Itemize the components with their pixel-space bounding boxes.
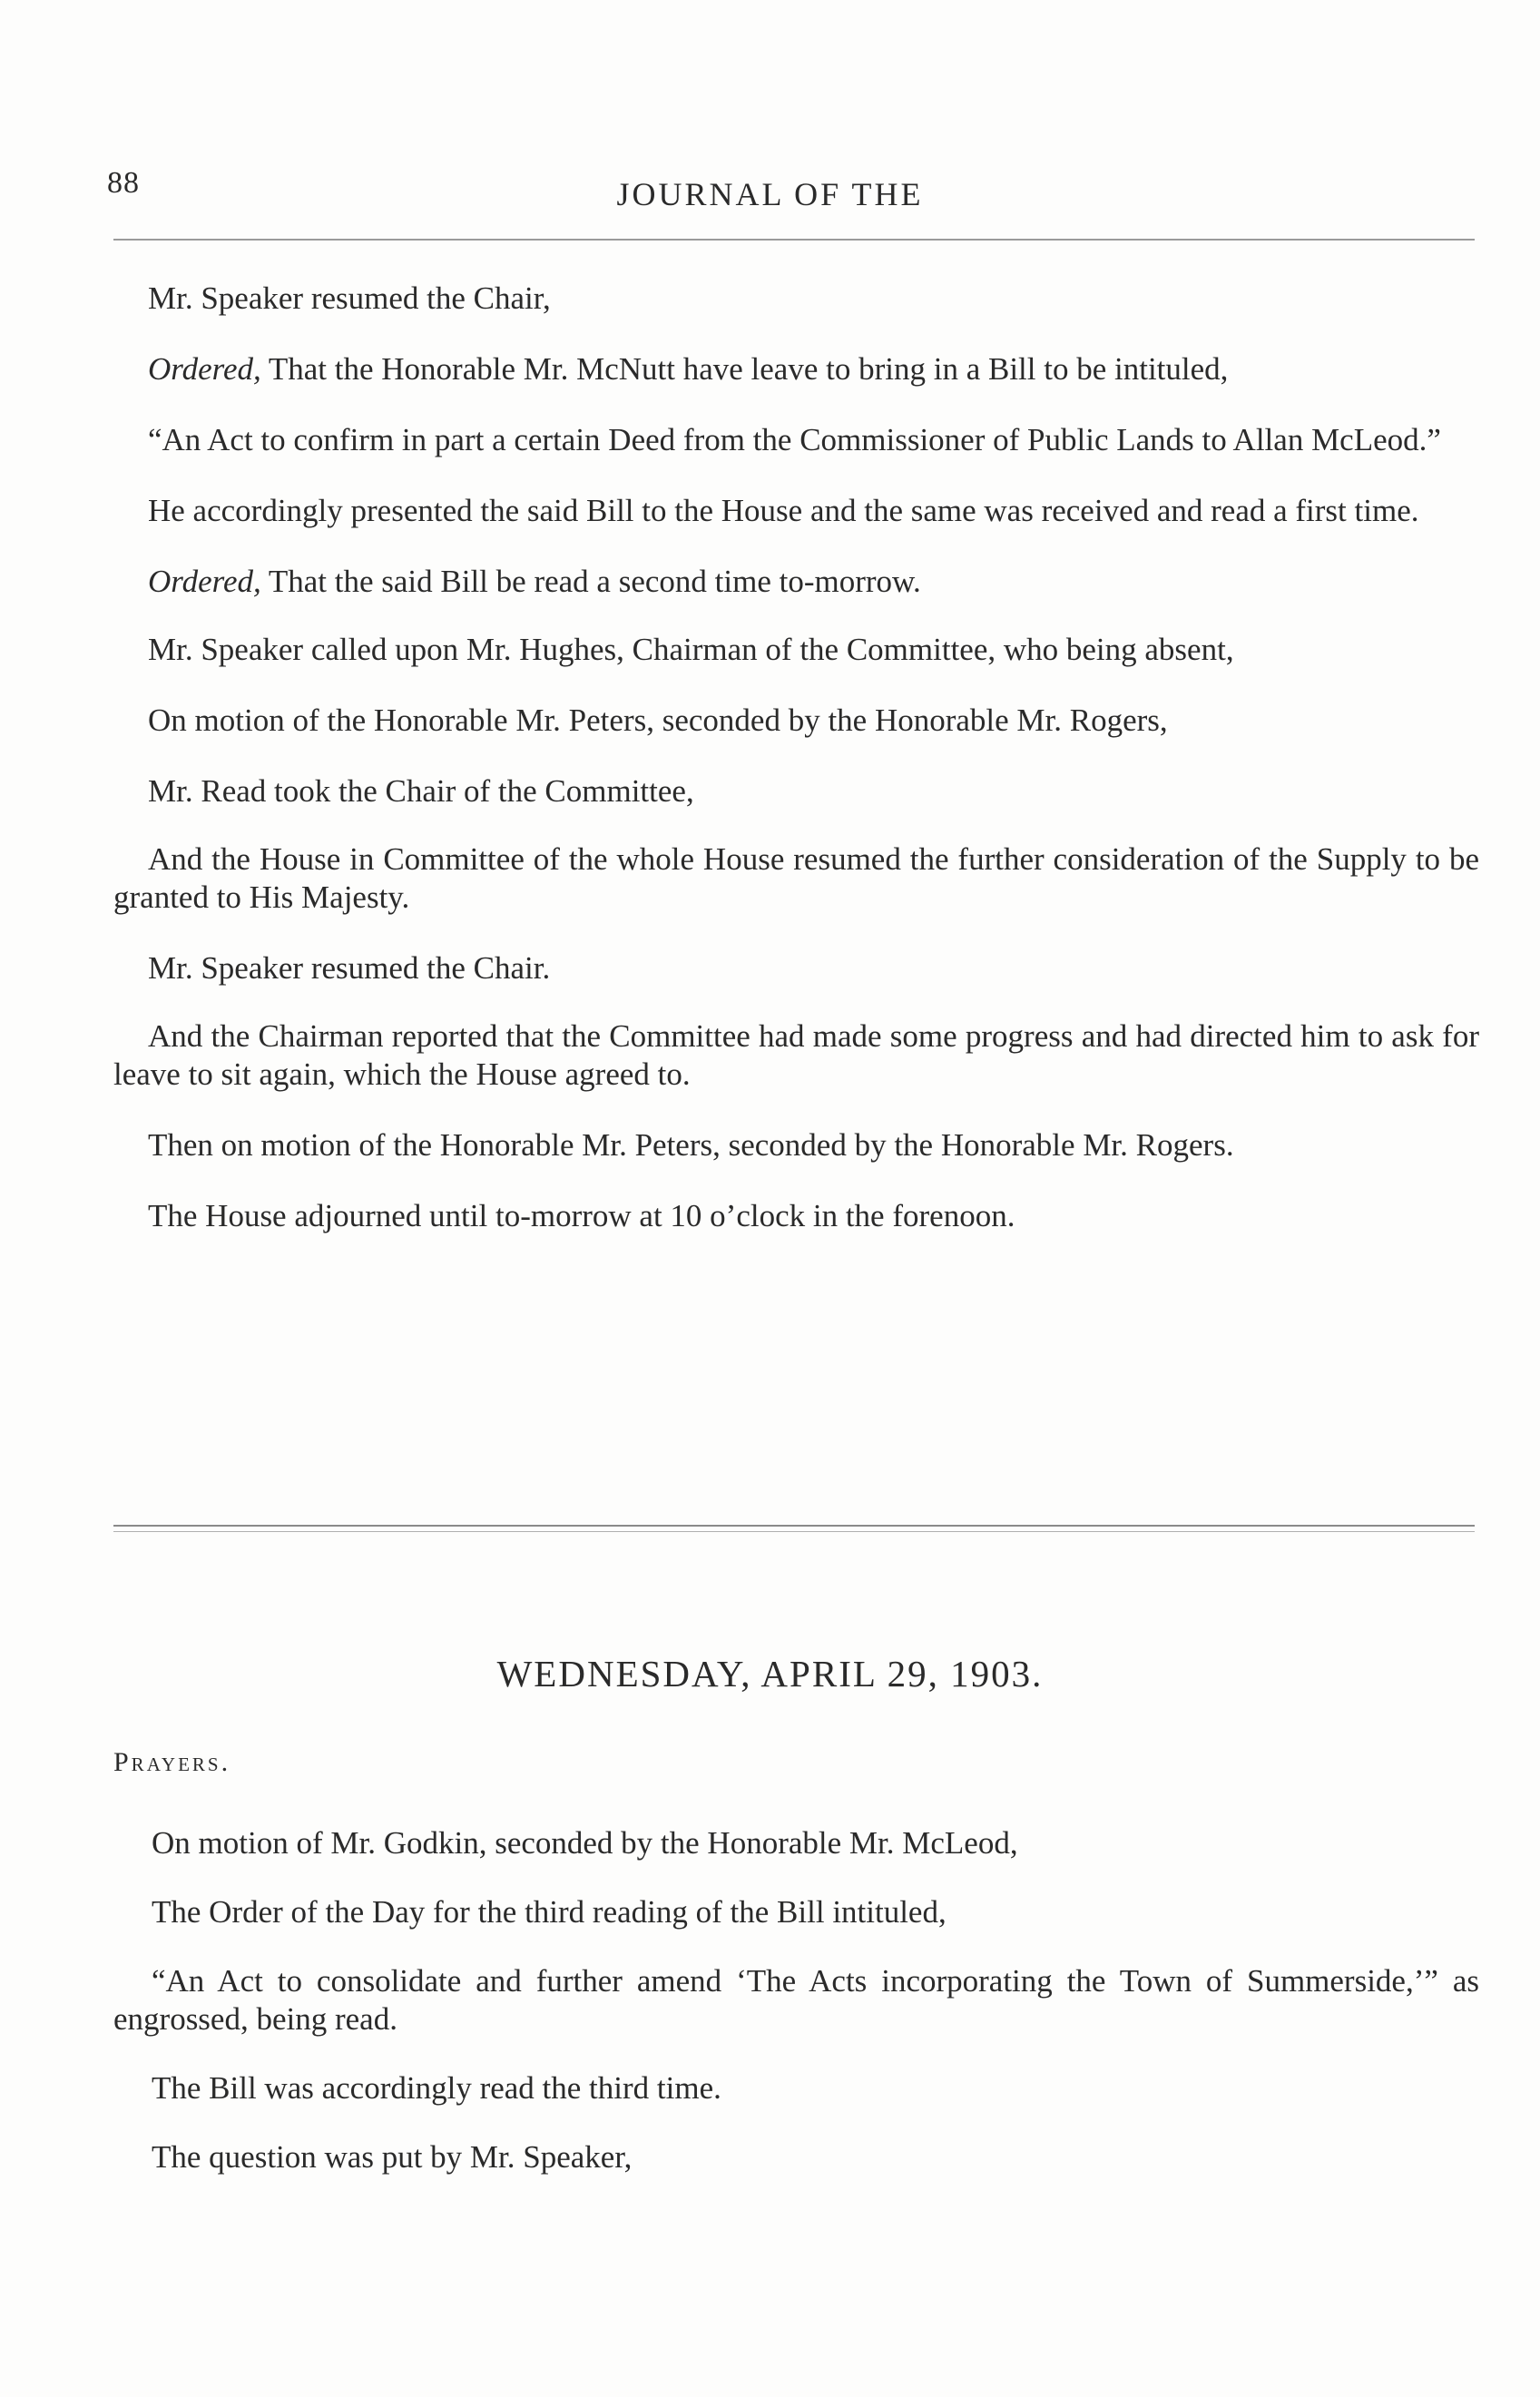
prayers-label: Prayers.: [113, 1747, 231, 1777]
running-head: JOURNAL OF THE: [616, 176, 924, 212]
proceedings-section-2: [113, 1824, 1479, 2207]
paragraph: Mr. Speaker resumed the Chair,: [148, 280, 551, 316]
paragraph: The Order of the Day for the third reading of the Bill intituled,: [152, 1894, 947, 1930]
section-divider: [113, 1525, 1475, 1532]
bill-title: “An Act to confirm in part a certain Deed from the Commissioner of Public Lands to Allan McLeod.”: [148, 422, 1441, 457]
paragraph: [113, 350, 1479, 388]
paragraph: And the Chairman reported that the Committee had made some progress and had directed him to ask for leave to sit again, which the House agreed to.: [113, 1018, 1479, 1092]
paragraph: Mr. Speaker resumed the Chair.: [148, 950, 551, 986]
paragraph: The House adjourned until to-morrow at 10 o’clock in the forenoon.: [148, 1198, 1015, 1233]
page-number: 88: [107, 166, 140, 200]
paragraph: On motion of Mr. Godkin, seconded by the Honorable Mr. McLeod,: [152, 1825, 1018, 1861]
paragraph: [113, 563, 1479, 601]
paragraph: Then on motion of the Honorable Mr. Peters, seconded by the Honorable Mr. Rogers.: [148, 1127, 1234, 1163]
paragraph: Mr. Read took the Chair of the Committee,: [148, 773, 694, 809]
ordered-label: Ordered,: [148, 564, 261, 599]
paragraph: The question was put by Mr. Speaker,: [152, 2139, 633, 2175]
ordered-label: Ordered,: [148, 351, 261, 387]
paragraph: And the House in Committee of the whole House resumed the further consideration of the Supply to be granted to His Majesty.: [113, 841, 1479, 915]
bill-title: “An Act to consolidate and further amend ‘The Acts incorporating the Town of Summerside,’” as engrossed, being read.: [113, 1963, 1479, 2037]
paragraph: Mr. Speaker called upon Mr. Hughes, Chairman of the Committee, who being absent,: [148, 632, 1234, 667]
paragraph-text: That the Honorable Mr. McNutt have leave to bring in a Bill to be intituled,: [260, 351, 1229, 387]
paragraph: He accordingly presented the said Bill to the House and the same was received and read a first time.: [148, 493, 1419, 528]
paragraph-text: That the said Bill be read a second time to-morrow.: [260, 564, 921, 599]
date-heading: WEDNESDAY, APRIL 29, 1903.: [496, 1653, 1044, 1695]
paragraph: The Bill was accordingly read the third time.: [152, 2070, 721, 2106]
paragraph: On motion of the Honorable Mr. Peters, seconded by the Honorable Mr. Rogers,: [148, 702, 1168, 738]
proceedings-section-1: [113, 280, 1479, 1268]
header-rule: [113, 239, 1475, 241]
